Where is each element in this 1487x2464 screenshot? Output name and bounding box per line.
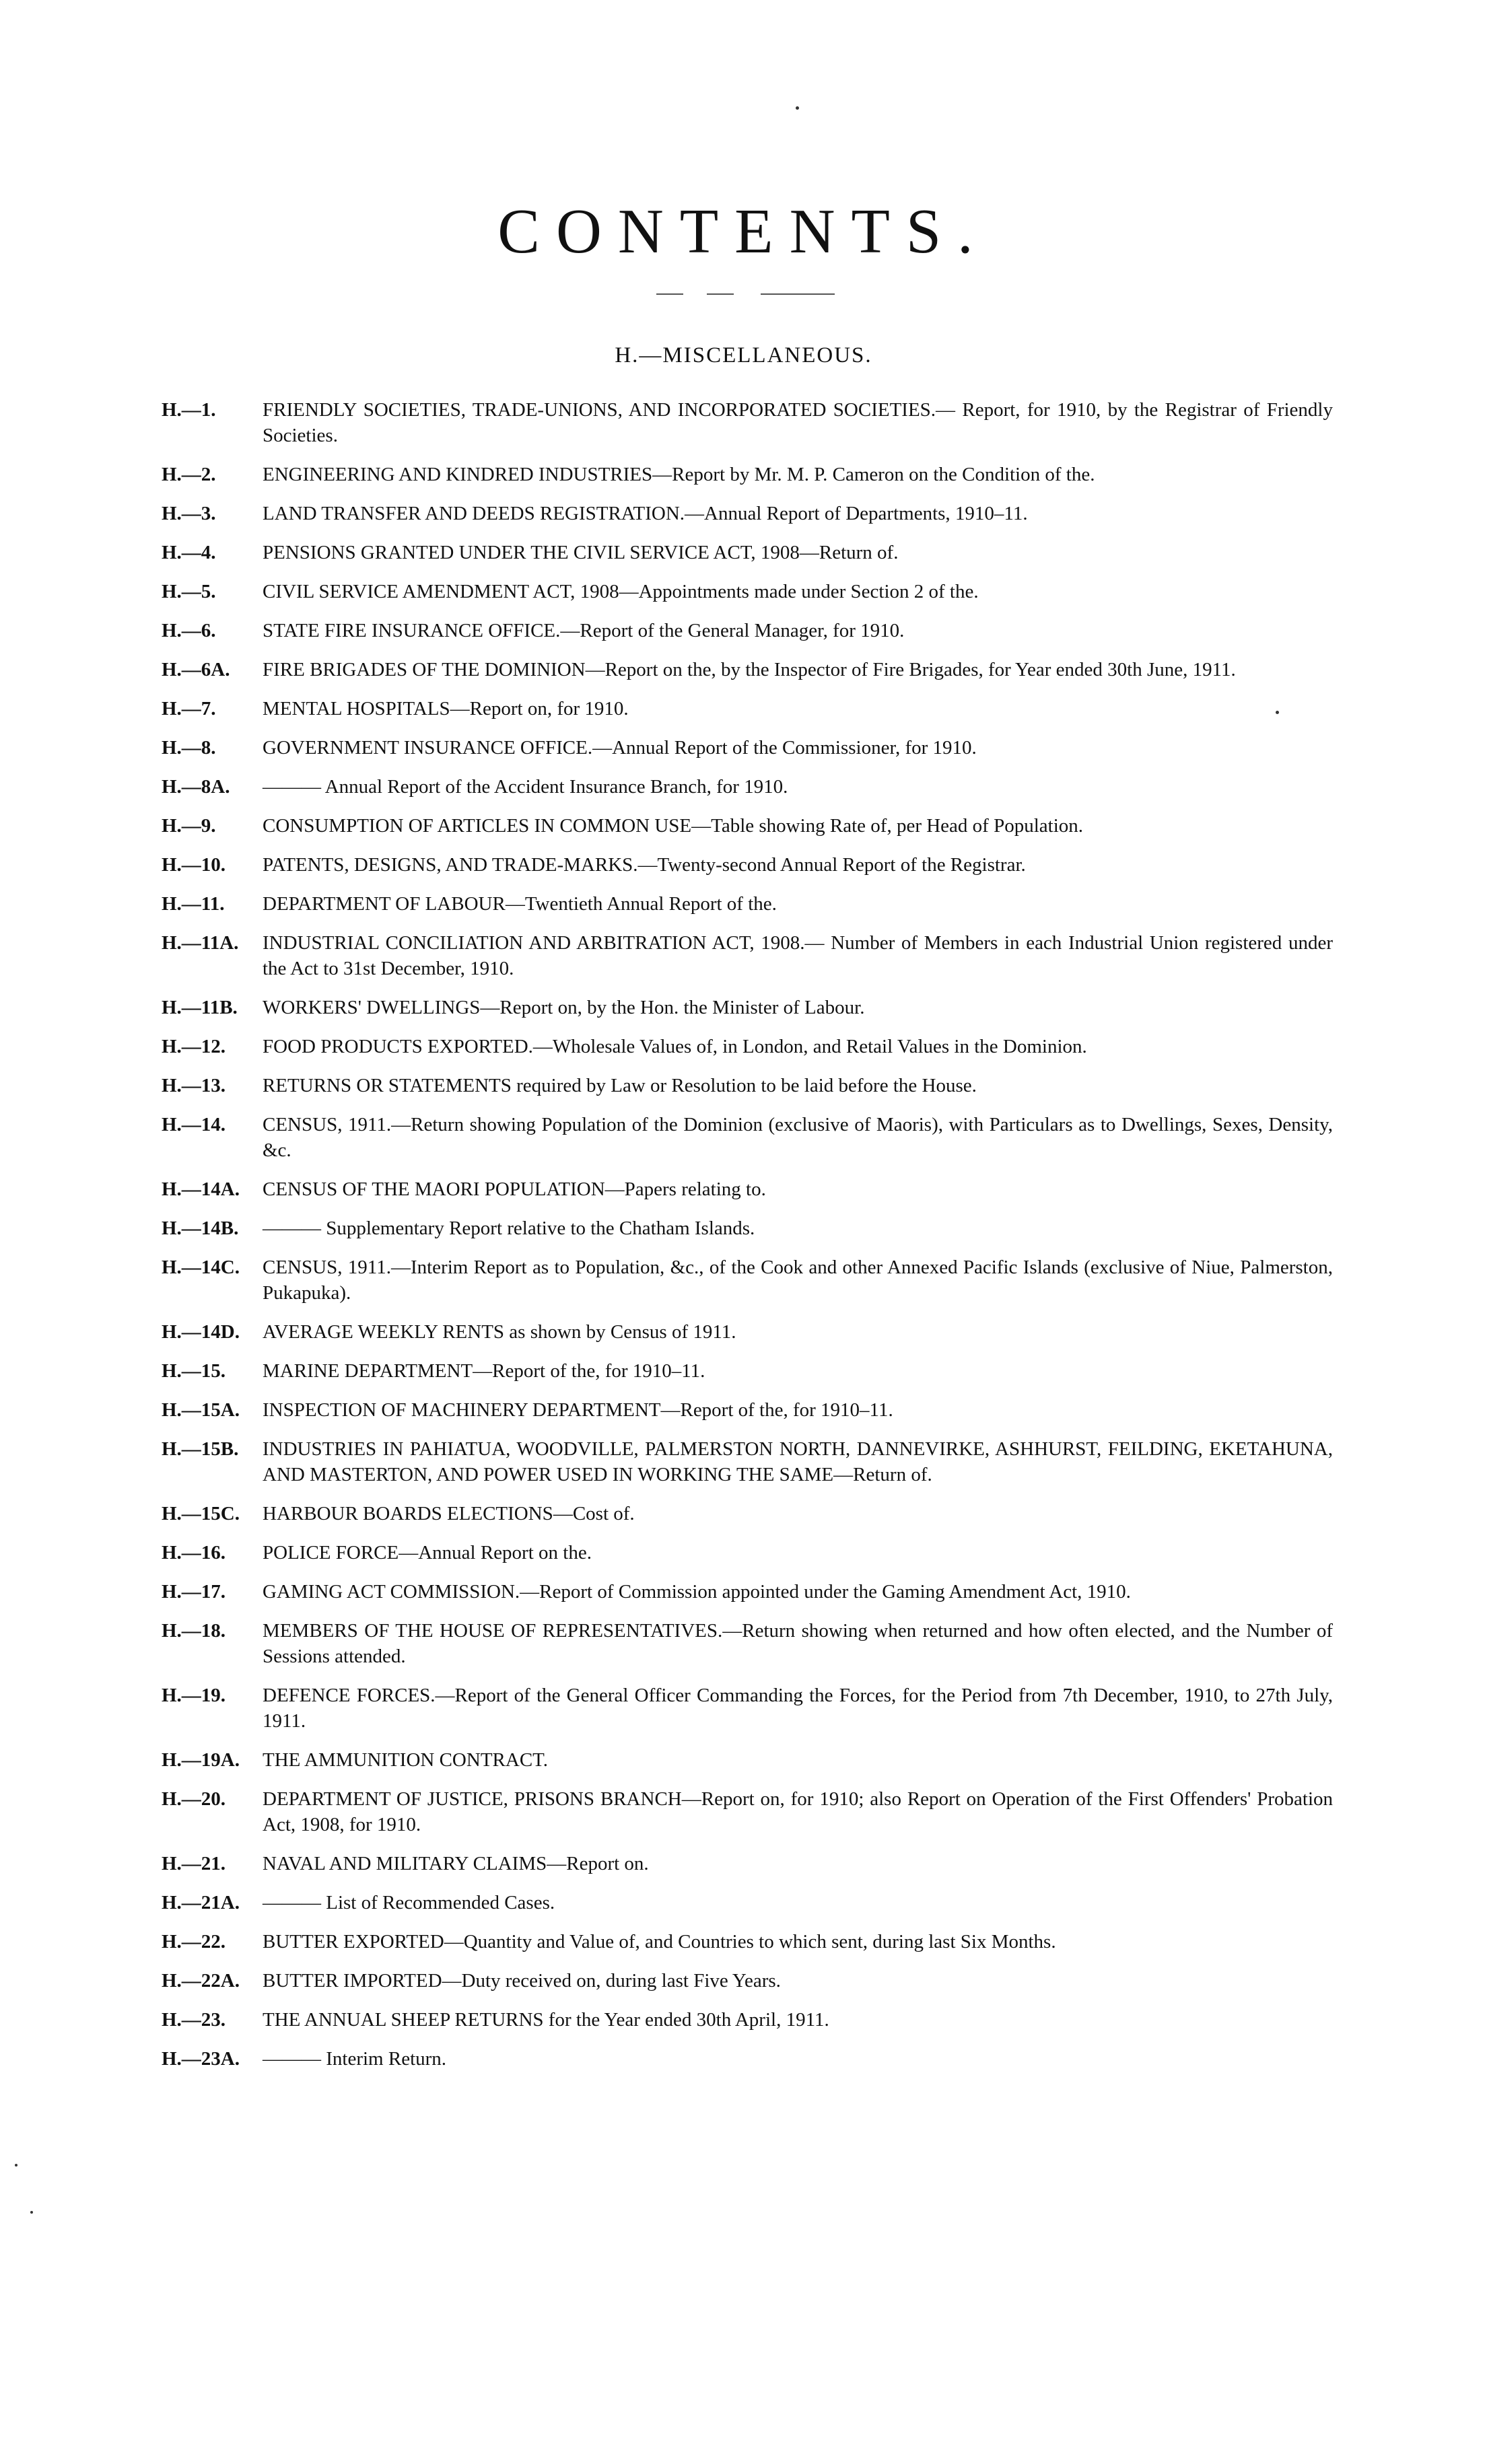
- entry-code: H.—15C.: [162, 1503, 240, 1524]
- contents-entry: [162, 1436, 1333, 1487]
- entry-code: H.—2.: [162, 464, 216, 485]
- contents-entry: [162, 930, 1333, 981]
- entry-code: H.—7.: [162, 698, 216, 719]
- title-rule-center: [707, 293, 734, 295]
- entry-text: ——— List of Recommended Cases.: [263, 1892, 555, 1913]
- entry-code: H.—21.: [162, 1853, 226, 1874]
- contents-entry: [162, 1358, 1333, 1384]
- entry-code: H.—23A.: [162, 2048, 240, 2070]
- entry-text: AVERAGE WEEKLY RENTS as shown by Census of 1911.: [263, 1321, 736, 1343]
- entry-code: H.—12.: [162, 1036, 226, 1057]
- contents-entry: [162, 1501, 1333, 1526]
- entry-code: H.—6A.: [162, 659, 230, 680]
- entry-code: H.—17.: [162, 1581, 226, 1603]
- entry-text: RETURNS OR STATEMENTS required by Law or Resolution to be laid before the House.: [263, 1075, 977, 1096]
- entry-code: H.—22.: [162, 1931, 226, 1952]
- entry-text: CENSUS, 1911.—Interim Report as to Population, &c., of the Cook and other Annexed Pacific Islands (exclusive of Niue, Palmerston, Pukapuka).: [263, 1257, 1333, 1304]
- entry-code: H.—23.: [162, 2009, 226, 2031]
- entry-code: H.—5.: [162, 581, 216, 602]
- entry-text: FRIENDLY SOCIETIES, TRADE-UNIONS, AND INCORPORATED SOCIETIES.— Report, for 1910, by the Registrar of Friendly Societies.: [263, 399, 1333, 446]
- entry-text: STATE FIRE INSURANCE OFFICE.—Report of the General Manager, for 1910.: [263, 620, 905, 641]
- contents-entry: [162, 397, 1333, 448]
- entry-code: H.—13.: [162, 1075, 226, 1096]
- entry-code: H.—3.: [162, 503, 216, 524]
- contents-entry: [162, 2007, 1333, 2033]
- entry-text: ——— Annual Report of the Accident Insurance Branch, for 1910.: [263, 776, 788, 798]
- entry-text: PENSIONS GRANTED UNDER THE CIVIL SERVICE ACT, 1908—Return of.: [263, 542, 899, 563]
- entry-text: GAMING ACT COMMISSION.—Report of Commission appointed under the Gaming Amendment Act, 1910.: [263, 1581, 1131, 1603]
- entry-text: BUTTER IMPORTED—Duty received on, during last Five Years.: [263, 1970, 781, 1992]
- contents-entry: [162, 1255, 1333, 1306]
- entry-text: INDUSTRIAL CONCILIATION AND ARBITRATION ACT, 1908.— Number of Members in each Industrial Union registered under the Act to 31st December, 1910.: [263, 932, 1333, 979]
- entry-text: BUTTER EXPORTED—Quantity and Value of, and Countries to which sent, during last Six Months.: [263, 1931, 1056, 1952]
- title-rule-left: [656, 293, 683, 295]
- entry-text: CENSUS OF THE MAORI POPULATION—Papers relating to.: [263, 1178, 766, 1200]
- entry-code: H.—11B.: [162, 997, 238, 1018]
- page-title: CONTENTS.: [497, 197, 990, 267]
- contents-entry: [162, 1579, 1333, 1605]
- entry-text: HARBOUR BOARDS ELECTIONS—Cost of.: [263, 1503, 635, 1524]
- entry-text: LAND TRANSFER AND DEEDS REGISTRATION.—Annual Report of Departments, 1910–11.: [263, 503, 1028, 524]
- contents-entry: [162, 1968, 1333, 1994]
- entry-code: H.—15A.: [162, 1399, 240, 1421]
- contents-entry: [162, 540, 1333, 565]
- entry-text: GOVERNMENT INSURANCE OFFICE.—Annual Report of the Commissioner, for 1910.: [263, 737, 977, 759]
- contents-entry: [162, 1851, 1333, 1876]
- contents-entry: [162, 657, 1333, 682]
- contents-entry: [162, 618, 1333, 643]
- contents-entry: [162, 1073, 1333, 1098]
- contents-entry: [162, 1112, 1333, 1163]
- entry-code: H.—14B.: [162, 1218, 239, 1239]
- entry-code: H.—4.: [162, 542, 216, 563]
- entry-code: H.—15.: [162, 1360, 226, 1382]
- entry-text: FOOD PRODUCTS EXPORTED.—Wholesale Values of, in London, and Retail Values in the Dominion.: [263, 1036, 1087, 1057]
- contents-entry: [162, 1319, 1333, 1345]
- contents-entry: [162, 813, 1333, 839]
- entry-code: H.—20.: [162, 1788, 226, 1810]
- entry-code: H.—19A.: [162, 1749, 240, 1771]
- title-rule-right: [761, 293, 835, 295]
- entry-code: H.—14C.: [162, 1257, 240, 1278]
- scan-speck: [796, 106, 799, 110]
- entry-code: H.—15B.: [162, 1438, 239, 1460]
- entry-code: H.—18.: [162, 1620, 226, 1642]
- contents-entry: [162, 852, 1333, 878]
- contents-entry: [162, 1786, 1333, 1837]
- contents-entry: [162, 462, 1333, 487]
- entry-text: WORKERS' DWELLINGS—Report on, by the Hon. the Minister of Labour.: [263, 997, 865, 1018]
- entry-text: DEPARTMENT OF LABOUR—Twentieth Annual Report of the.: [263, 893, 777, 915]
- entry-text: DEPARTMENT OF JUSTICE, PRISONS BRANCH—Report on, for 1910; also Report on Operation of the First Offenders' Probation Act, 1908, for 1910.: [263, 1788, 1333, 1835]
- entry-text: ——— Supplementary Report relative to the Chatham Islands.: [263, 1218, 755, 1239]
- contents-entry: [162, 696, 1333, 721]
- contents-entry: [162, 735, 1333, 761]
- contents-entry: [162, 1890, 1333, 1915]
- entry-code: H.—9.: [162, 815, 216, 837]
- entry-code: H.—19.: [162, 1685, 226, 1706]
- entry-text: MARINE DEPARTMENT—Report of the, for 1910–11.: [263, 1360, 705, 1382]
- scan-speck: [1276, 711, 1279, 714]
- entry-code: H.—11.: [162, 893, 225, 915]
- entry-text: THE AMMUNITION CONTRACT.: [263, 1749, 548, 1771]
- entry-code: H.—14D.: [162, 1321, 240, 1343]
- entry-text: PATENTS, DESIGNS, AND TRADE-MARKS.—Twenty-second Annual Report of the Registrar.: [263, 854, 1026, 876]
- scan-speck: [15, 2164, 18, 2167]
- contents-entry: [162, 579, 1333, 604]
- entry-code: H.—8A.: [162, 776, 230, 798]
- contents-entry: [162, 1176, 1333, 1202]
- contents-entry: [162, 1397, 1333, 1423]
- contents-entry: [162, 2046, 1333, 2072]
- entry-code: H.—11A.: [162, 932, 239, 954]
- scan-speck: [30, 2211, 33, 2214]
- contents-list: [162, 397, 1333, 2085]
- contents-entry: [162, 995, 1333, 1020]
- entry-text: MENTAL HOSPITALS—Report on, for 1910.: [263, 698, 629, 719]
- entry-code: H.—10.: [162, 854, 226, 876]
- entry-text: NAVAL AND MILITARY CLAIMS—Report on.: [263, 1853, 649, 1874]
- contents-entry: [162, 1683, 1333, 1734]
- contents-entry: [162, 1034, 1333, 1059]
- entry-text: ENGINEERING AND KINDRED INDUSTRIES—Report by Mr. M. P. Cameron on the Condition of the.: [263, 464, 1095, 485]
- entry-code: H.—8.: [162, 737, 216, 759]
- entry-text: CONSUMPTION OF ARTICLES IN COMMON USE—Table showing Rate of, per Head of Population.: [263, 815, 1084, 837]
- entry-text: FIRE BRIGADES OF THE DOMINION—Report on the, by the Inspector of Fire Brigades, for Year ended 30th June, 1911.: [263, 659, 1236, 680]
- contents-entry: [162, 1540, 1333, 1565]
- entry-code: H.—21A.: [162, 1892, 240, 1913]
- entry-text: INSPECTION OF MACHINERY DEPARTMENT—Report of the, for 1910–11.: [263, 1399, 893, 1421]
- entry-text: THE ANNUAL SHEEP RETURNS for the Year ended 30th April, 1911.: [263, 2009, 829, 2031]
- section-heading: H.—MISCELLANEOUS.: [615, 343, 872, 367]
- entry-text: POLICE FORCE—Annual Report on the.: [263, 1542, 592, 1563]
- entry-code: H.—22A.: [162, 1970, 240, 1992]
- entry-text: MEMBERS OF THE HOUSE OF REPRESENTATIVES.—Return showing when returned and how often elected, and the Number of Sessions attended.: [263, 1620, 1333, 1667]
- entry-text: INDUSTRIES IN PAHIATUA, WOODVILLE, PALMERSTON NORTH, DANNEVIRKE, ASHHURST, FEILDING, EKETAHUNA, AND MASTERTON, AND POWER USED IN WORKING THE SAME—Return of.: [263, 1438, 1333, 1485]
- entry-text: CIVIL SERVICE AMENDMENT ACT, 1908—Appointments made under Section 2 of the.: [263, 581, 979, 602]
- contents-entry: [162, 1929, 1333, 1955]
- entry-code: H.—6.: [162, 620, 216, 641]
- entry-code: H.—1.: [162, 399, 216, 421]
- entry-text: CENSUS, 1911.—Return showing Population of the Dominion (exclusive of Maoris), with Particulars as to Dwellings, Sexes, Density, &c.: [263, 1114, 1333, 1161]
- entry-code: H.—14.: [162, 1114, 226, 1135]
- entry-code: H.—14A.: [162, 1178, 240, 1200]
- contents-entry: [162, 891, 1333, 917]
- entry-text: DEFENCE FORCES.—Report of the General Officer Commanding the Forces, for the Period from 7th December, 1910, to 27th July, 1911.: [263, 1685, 1333, 1732]
- contents-entry: [162, 1618, 1333, 1669]
- contents-entry: [162, 1216, 1333, 1241]
- entry-code: H.—16.: [162, 1542, 226, 1563]
- contents-entry: [162, 1747, 1333, 1773]
- contents-entry: [162, 774, 1333, 800]
- contents-entry: [162, 501, 1333, 526]
- entry-text: ——— Interim Return.: [263, 2048, 447, 2070]
